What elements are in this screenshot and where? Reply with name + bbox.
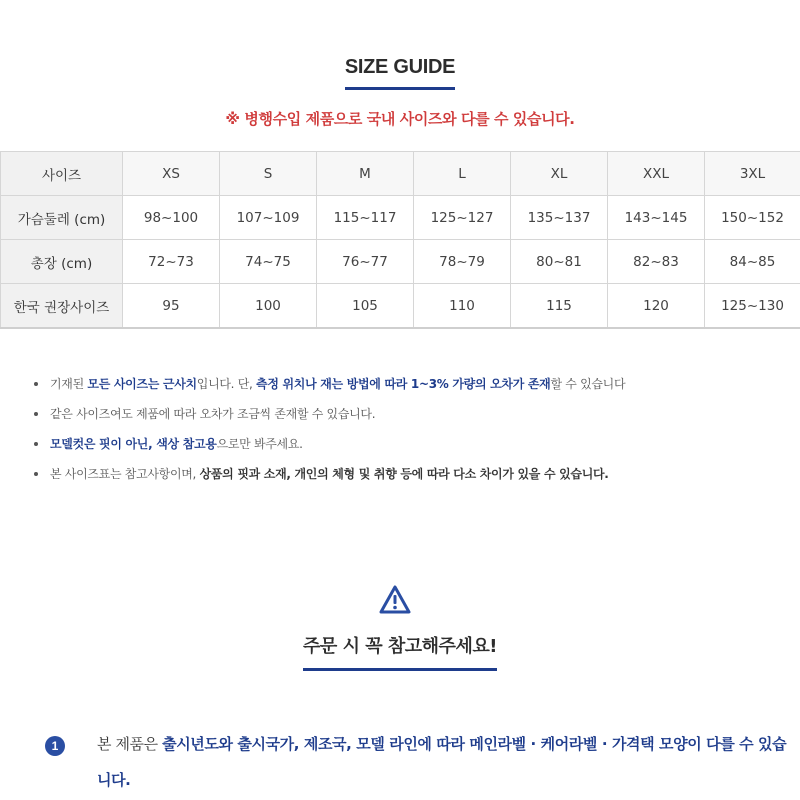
warning-triangle-icon <box>378 584 412 616</box>
size-table-header-row <box>1 152 800 196</box>
header-cell: 3XL <box>705 152 800 196</box>
header-cell: M <box>317 152 414 196</box>
table-cell: 105 <box>317 284 414 329</box>
table-cell: 125~127 <box>414 196 511 240</box>
header-cell: L <box>414 152 511 196</box>
table-row <box>1 240 800 284</box>
list-item: 모델컷은 핏이 아닌, 색상 참고용으로만 봐주세요. <box>32 432 792 462</box>
row-label: 가슴둘레 (cm) <box>1 196 123 240</box>
row-label: 한국 권장사이즈 <box>1 284 123 329</box>
table-cell: 76~77 <box>317 240 414 284</box>
order-notice-heading-text: 주문 시 꼭 참고해주세요! <box>303 632 497 671</box>
table-cell: 125~130 <box>705 284 800 329</box>
table-cell: 82~83 <box>608 240 705 284</box>
table-cell: 84~85 <box>705 240 800 284</box>
row-label: 총장 (cm) <box>1 240 123 284</box>
size-guide-title-text: SIZE GUIDE <box>345 56 455 90</box>
order-notice-text: 본 제품은 출시년도와 출시국가, 제조국, 모델 라인에 따라 메인라벨 · 케어라벨 · 가격택 모양이 다를 수 있습니다. <box>97 735 787 789</box>
import-notice: ※ 병행수입 제품으로 국내 사이즈와 다를 수 있습니다. <box>225 110 575 128</box>
list-item: 본 사이즈표는 참고사항이며, 상품의 핏과 소재, 개인의 체형 및 취향 등에 따라 다소 차이가 있을 수 있습니다. <box>32 462 792 492</box>
header-cell: XL <box>511 152 608 196</box>
table-cell: 120 <box>608 284 705 329</box>
number-badge: 1 <box>45 736 65 756</box>
header-cell: S <box>220 152 317 196</box>
table-cell: 115 <box>511 284 608 329</box>
table-cell: 100 <box>220 284 317 329</box>
table-cell: 143~145 <box>608 196 705 240</box>
table-cell: 95 <box>123 284 220 329</box>
order-notice-heading <box>0 632 800 671</box>
table-row <box>1 196 800 240</box>
table-cell: 74~75 <box>220 240 317 284</box>
size-notes-list <box>32 372 792 492</box>
table-cell: 98~100 <box>123 196 220 240</box>
table-cell: 135~137 <box>511 196 608 240</box>
header-cell: XXL <box>608 152 705 196</box>
list-item: 기재된 모든 사이즈는 근사치입니다. 단, 측정 위치나 재는 방법에 따라 1~3% 가량의 오차가 존재할 수 있습니다 <box>32 372 792 402</box>
header-cell: 사이즈 <box>1 152 123 196</box>
table-cell: 107~109 <box>220 196 317 240</box>
list-item: 같은 사이즈여도 제품에 따라 오차가 조금씩 존재할 수 있습니다. <box>32 402 792 432</box>
table-cell: 80~81 <box>511 240 608 284</box>
size-guide-title <box>0 56 800 90</box>
header-cell: XS <box>123 152 220 196</box>
size-table <box>0 151 800 329</box>
table-cell: 72~73 <box>123 240 220 284</box>
table-cell: 78~79 <box>414 240 511 284</box>
table-row <box>1 284 800 329</box>
table-cell: 150~152 <box>705 196 800 240</box>
table-cell: 115~117 <box>317 196 414 240</box>
table-cell: 110 <box>414 284 511 329</box>
